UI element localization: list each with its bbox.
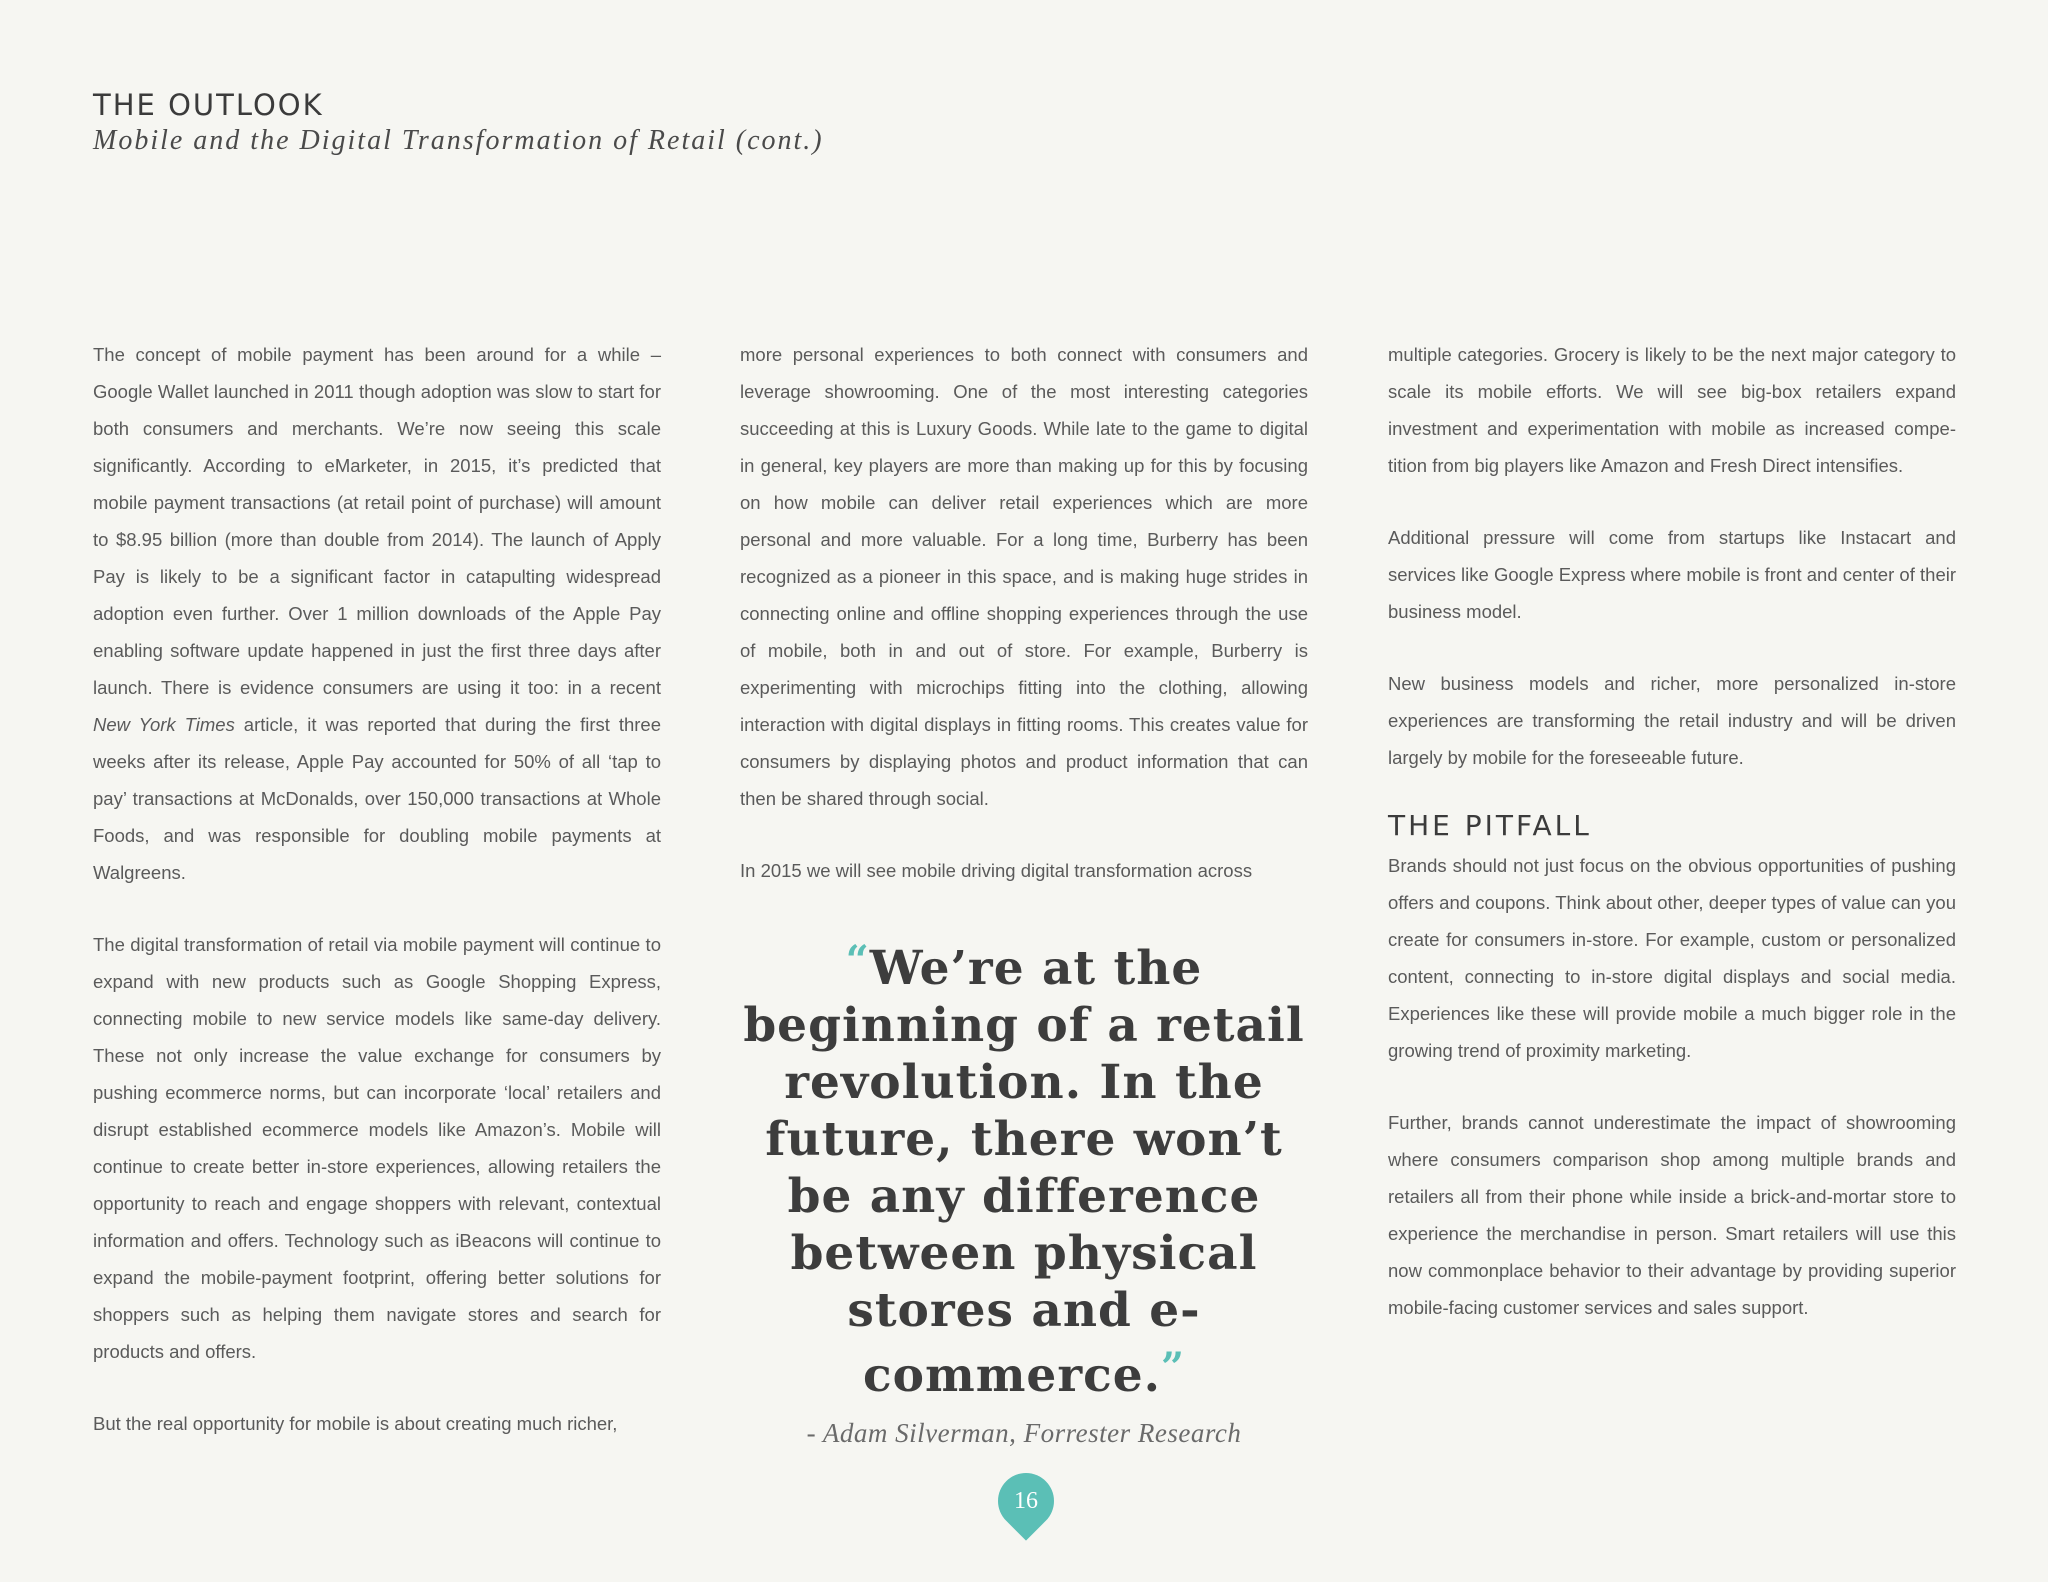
pull-quote-text: “We’re at the beginning of a retail revolution. In the future, there won’t be any difference between physical stores and e-commerce.” bbox=[743, 937, 1305, 1403]
paragraph-additional-pressure: Additional pressure will come from startups like Instacart and services like Google Express where mobile is front and center of their business model. bbox=[1388, 527, 1956, 622]
open-quote-icon: “ bbox=[845, 937, 870, 984]
text-column-left bbox=[93, 336, 661, 1477]
page-header bbox=[93, 88, 824, 158]
paragraph-showrooming: Further, brands cannot underestimate the impact of showrooming where consumers comparison shop among multiple brands and retailers all from their phone while inside a brick-and-mortar store to experience the merchandise in person. Smart retailers will use this now commonplace behavior to their advantage by providing superior mobile-facing customer services and sales support. bbox=[1388, 1112, 1956, 1318]
text-column-middle bbox=[740, 336, 1308, 924]
paragraph-luxury-goods: more personal experiences to both connect with consumers and leverage showrooming. One of the most interesting categories succeeding at this is Luxury Goods. While late to the game to digital in general, key players are more than making up for this by focusing on how mobile can deliver retail experiences which are more personal and more valuable. For a long time, Burberry has been recognized as a pioneer in this space, and is making huge strides in connecting online and offline shopping experiences through the use of mobile, both in and out of store. For example, Burberry is experimenting with microchips fitting into the clothing, allowing interaction with digital displays in fitting rooms. This creates value for consumers by displaying photos and product information that can then be shared through social. bbox=[740, 344, 1308, 809]
pull-quote-attribution: - Adam Silverman, Forrester Research bbox=[806, 1418, 1242, 1448]
section-title: THE OUTLOOK bbox=[93, 88, 324, 122]
text-column-right bbox=[1388, 336, 1956, 1361]
paragraph-grocery: multiple categories. Grocery is likely to be the next major category to scale its mobile efforts. We will see big-box retailers expand investment and experimentation with mobile as increased compe-tition from big players like Amazon and Fresh Direct intensifies. bbox=[1388, 344, 1956, 476]
close-quote-icon: ” bbox=[1160, 1344, 1185, 1391]
page-number: 16 bbox=[1014, 1488, 1038, 1514]
pitfall-heading: THE PITFALL bbox=[1388, 809, 1592, 842]
pull-quote bbox=[740, 932, 1308, 1449]
paragraph-new-business-models: New business models and richer, more personalized in-store experiences are transforming the retail industry and will be driven largely by mobile for the foreseeable future. bbox=[1388, 673, 1956, 768]
paragraph-real-opportunity: But the real opportunity for mobile is about creating much richer, bbox=[93, 1413, 618, 1434]
paragraph-mobile-payment: The concept of mobile payment has been around for a while – Google Wallet launched in 2011 though adoption was slow to start for both consumers and merchants. We’re now seeing this scale significantly. According to eMarketer, in 2015, it’s predicted that mobile payment transactions (at retail point of purchase) will amount to $8.95 billion (more than double from 2014). The launch of Apply Pay is likely to be a significant factor in catapulting widespread adoption even further. Over 1 million downloads of the Apple Pay enabling software update happened in just the first three days after launch. There is evidence consumers are using it too: in a recent New York Times article, it was reported that during the first three weeks after its release, Apple Pay accounted for 50% of all ‘tap to pay’ transactions at McDonalds, over 150,000 transactions at Whole Foods, and was responsible for doubling mobile payments at Walgreens. bbox=[93, 344, 662, 883]
section-subtitle: Mobile and the Digital Transformation of Retail (cont.) bbox=[93, 125, 824, 156]
publication-name: New York Times bbox=[93, 714, 235, 735]
paragraph-pitfall-offers: Brands should not just focus on the obvious opportunities of pushing offers and coupons. Think about other, deeper types of value can you create for consumers in-store. For example, custom or personalized content, connecting to in-store digital displays and social media. Experiences like these will provide mobile a much bigger role in the growing trend of proximity marketing. bbox=[1388, 855, 1956, 1061]
paragraph-2015-outlook: In 2015 we will see mobile driving digital transformation across bbox=[740, 860, 1253, 881]
paragraph-digital-transformation: The digital transformation of retail via mobile payment will continue to expand with new products such as Google Shopping Express, connecting mobile to new service models like same-day delivery. These not only increase the value exchange for consumers by pushing ecommerce norms, but can incorporate ‘local’ retailers and disrupt established ecommerce models like Amazon’s. Mobile will continue to create better in-store experiences, allowing retailers the opportunity to reach and engage shoppers with relevant, contextual information and offers. Technology such as iBeacons will continue to expand the mobile-payment footprint, offering better solutions for shoppers such as helping them navigate stores and search for products and offers. bbox=[93, 934, 661, 1362]
